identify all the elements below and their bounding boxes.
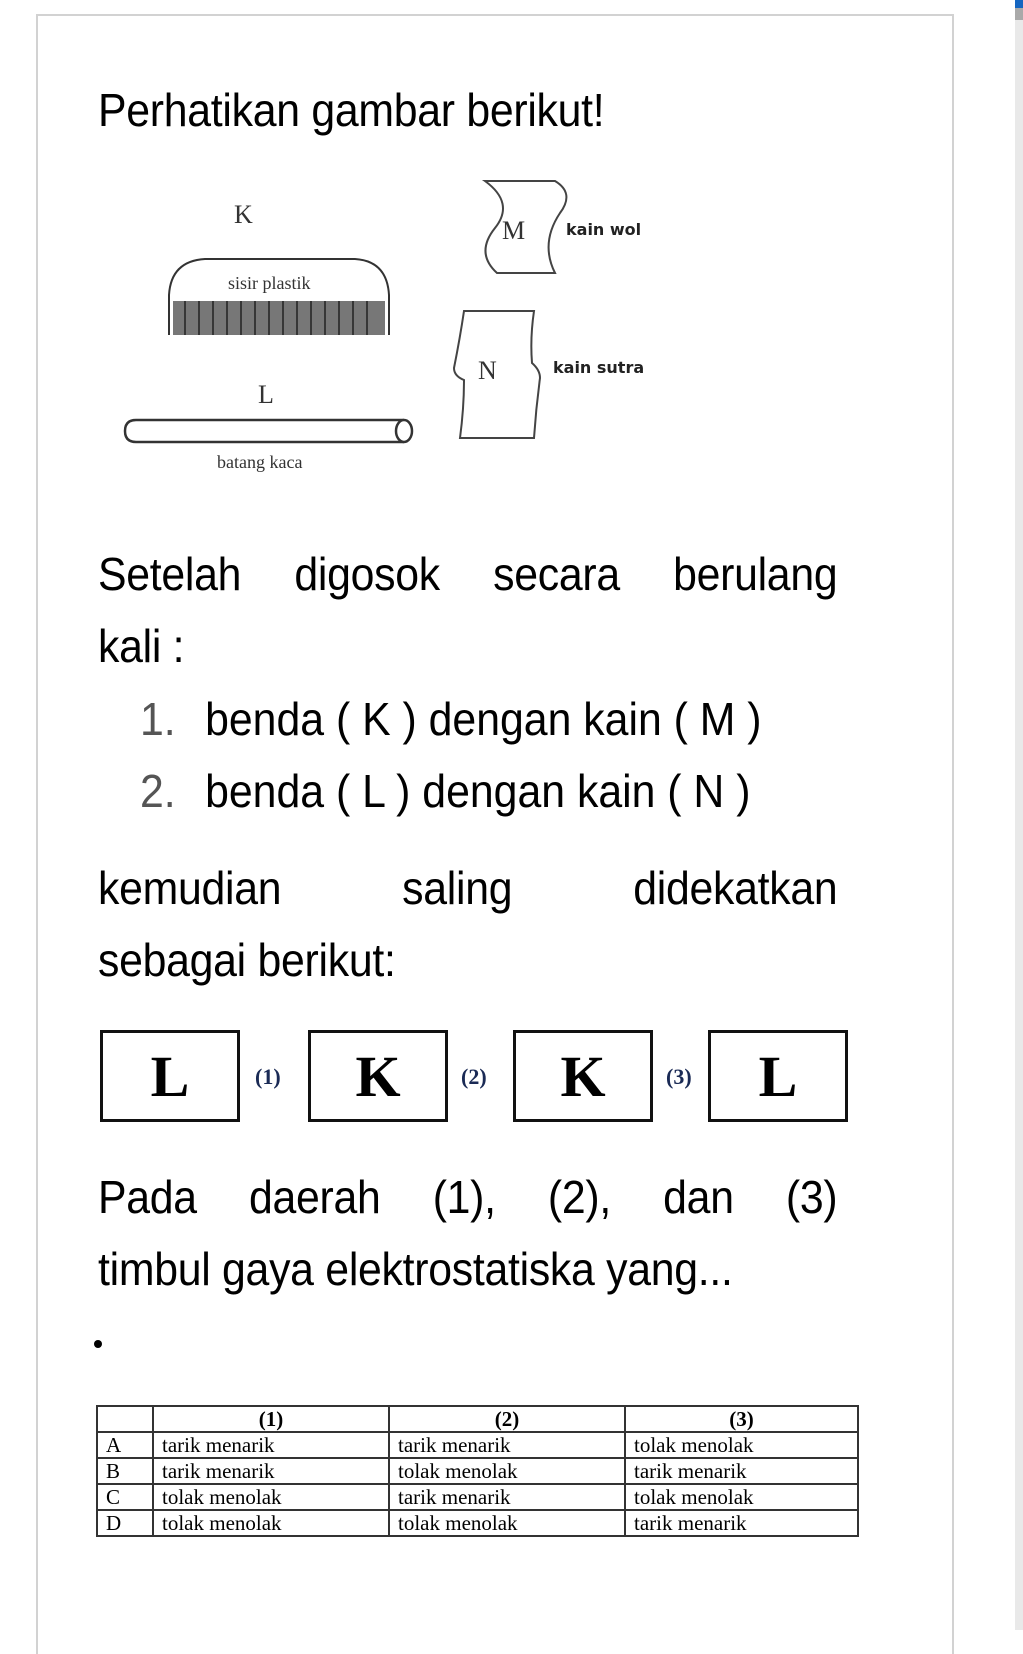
bullet-dot xyxy=(94,1340,102,1348)
caption-n: kain sutra xyxy=(553,358,645,377)
option-letter: B xyxy=(97,1458,153,1484)
prompt-line-1: Pada daerah (1), (2), dan (3) xyxy=(98,1171,838,1223)
label-n: N xyxy=(478,356,497,385)
table-cell: tolak menolak xyxy=(389,1458,625,1484)
box-object: L xyxy=(100,1030,240,1122)
intro-line-1: Setelah digosok secara berulang xyxy=(98,548,838,600)
caption-l: batang kaca xyxy=(217,452,303,472)
prompt-line-2: timbul gaya elektrostatiska yang... xyxy=(98,1243,733,1295)
table-row xyxy=(97,1432,858,1458)
table-header xyxy=(97,1406,153,1432)
table-cell: tarik menarik xyxy=(153,1458,389,1484)
page-scrollbar[interactable] xyxy=(1015,0,1023,1630)
box-object: K xyxy=(308,1030,448,1122)
table-cell: tolak menolak xyxy=(625,1484,858,1510)
middle-line-1: kemudian saling didekatkan xyxy=(98,862,838,914)
option-letter: C xyxy=(97,1484,153,1510)
steps-list xyxy=(140,683,762,827)
middle-line-2: sebagai berikut: xyxy=(98,934,396,986)
intro-line-2: kali : xyxy=(98,620,185,672)
option-letter: A xyxy=(97,1432,153,1458)
question-title: Perhatikan gambar berikut! xyxy=(98,84,605,136)
table-row xyxy=(97,1510,858,1536)
table-header: (3) xyxy=(625,1406,858,1432)
caption-m: kain wol xyxy=(566,220,642,239)
list-text: benda ( L ) dengan kain ( N ) xyxy=(205,765,751,817)
table-cell: tarik menarik xyxy=(389,1484,625,1510)
table-header-row xyxy=(97,1406,858,1432)
list-item xyxy=(140,755,762,827)
table-cell: tarik menarik xyxy=(625,1510,858,1536)
option-letter: D xyxy=(97,1510,153,1536)
table-row xyxy=(97,1458,858,1484)
region-label: (1) xyxy=(255,1064,281,1089)
scrollbar-thumb[interactable] xyxy=(1015,8,1023,20)
box-object: L xyxy=(708,1030,848,1122)
table-header: (2) xyxy=(389,1406,625,1432)
silk-cloth-icon xyxy=(450,308,545,443)
table-cell: tarik menarik xyxy=(389,1432,625,1458)
glass-rod-icon xyxy=(122,417,417,445)
table-cell: tolak menolak xyxy=(389,1510,625,1536)
region-label: (2) xyxy=(461,1064,487,1089)
label-l: L xyxy=(258,380,274,409)
caption-k: sisir plastik xyxy=(228,273,311,293)
scrollbar-accent xyxy=(1015,0,1023,8)
list-number: 2. xyxy=(140,765,176,817)
list-text: benda ( K ) dengan kain ( M ) xyxy=(205,693,762,745)
charging-objects-figure xyxy=(110,170,710,490)
table-cell: tarik menarik xyxy=(625,1458,858,1484)
list-number: 1. xyxy=(140,693,176,745)
table-cell: tolak menolak xyxy=(153,1484,389,1510)
table-cell: tolak menolak xyxy=(153,1510,389,1536)
table-header: (1) xyxy=(153,1406,389,1432)
table-row xyxy=(97,1484,858,1510)
answer-options-table xyxy=(96,1405,859,1537)
table-cell: tolak menolak xyxy=(625,1432,858,1458)
plastic-comb-icon xyxy=(165,255,395,340)
list-item xyxy=(140,683,762,755)
arrangement-diagram xyxy=(98,1030,858,1130)
box-object: K xyxy=(513,1030,653,1122)
label-k: K xyxy=(234,200,253,229)
label-m: M xyxy=(502,216,526,245)
region-label: (3) xyxy=(666,1064,692,1089)
table-cell: tarik menarik xyxy=(153,1432,389,1458)
